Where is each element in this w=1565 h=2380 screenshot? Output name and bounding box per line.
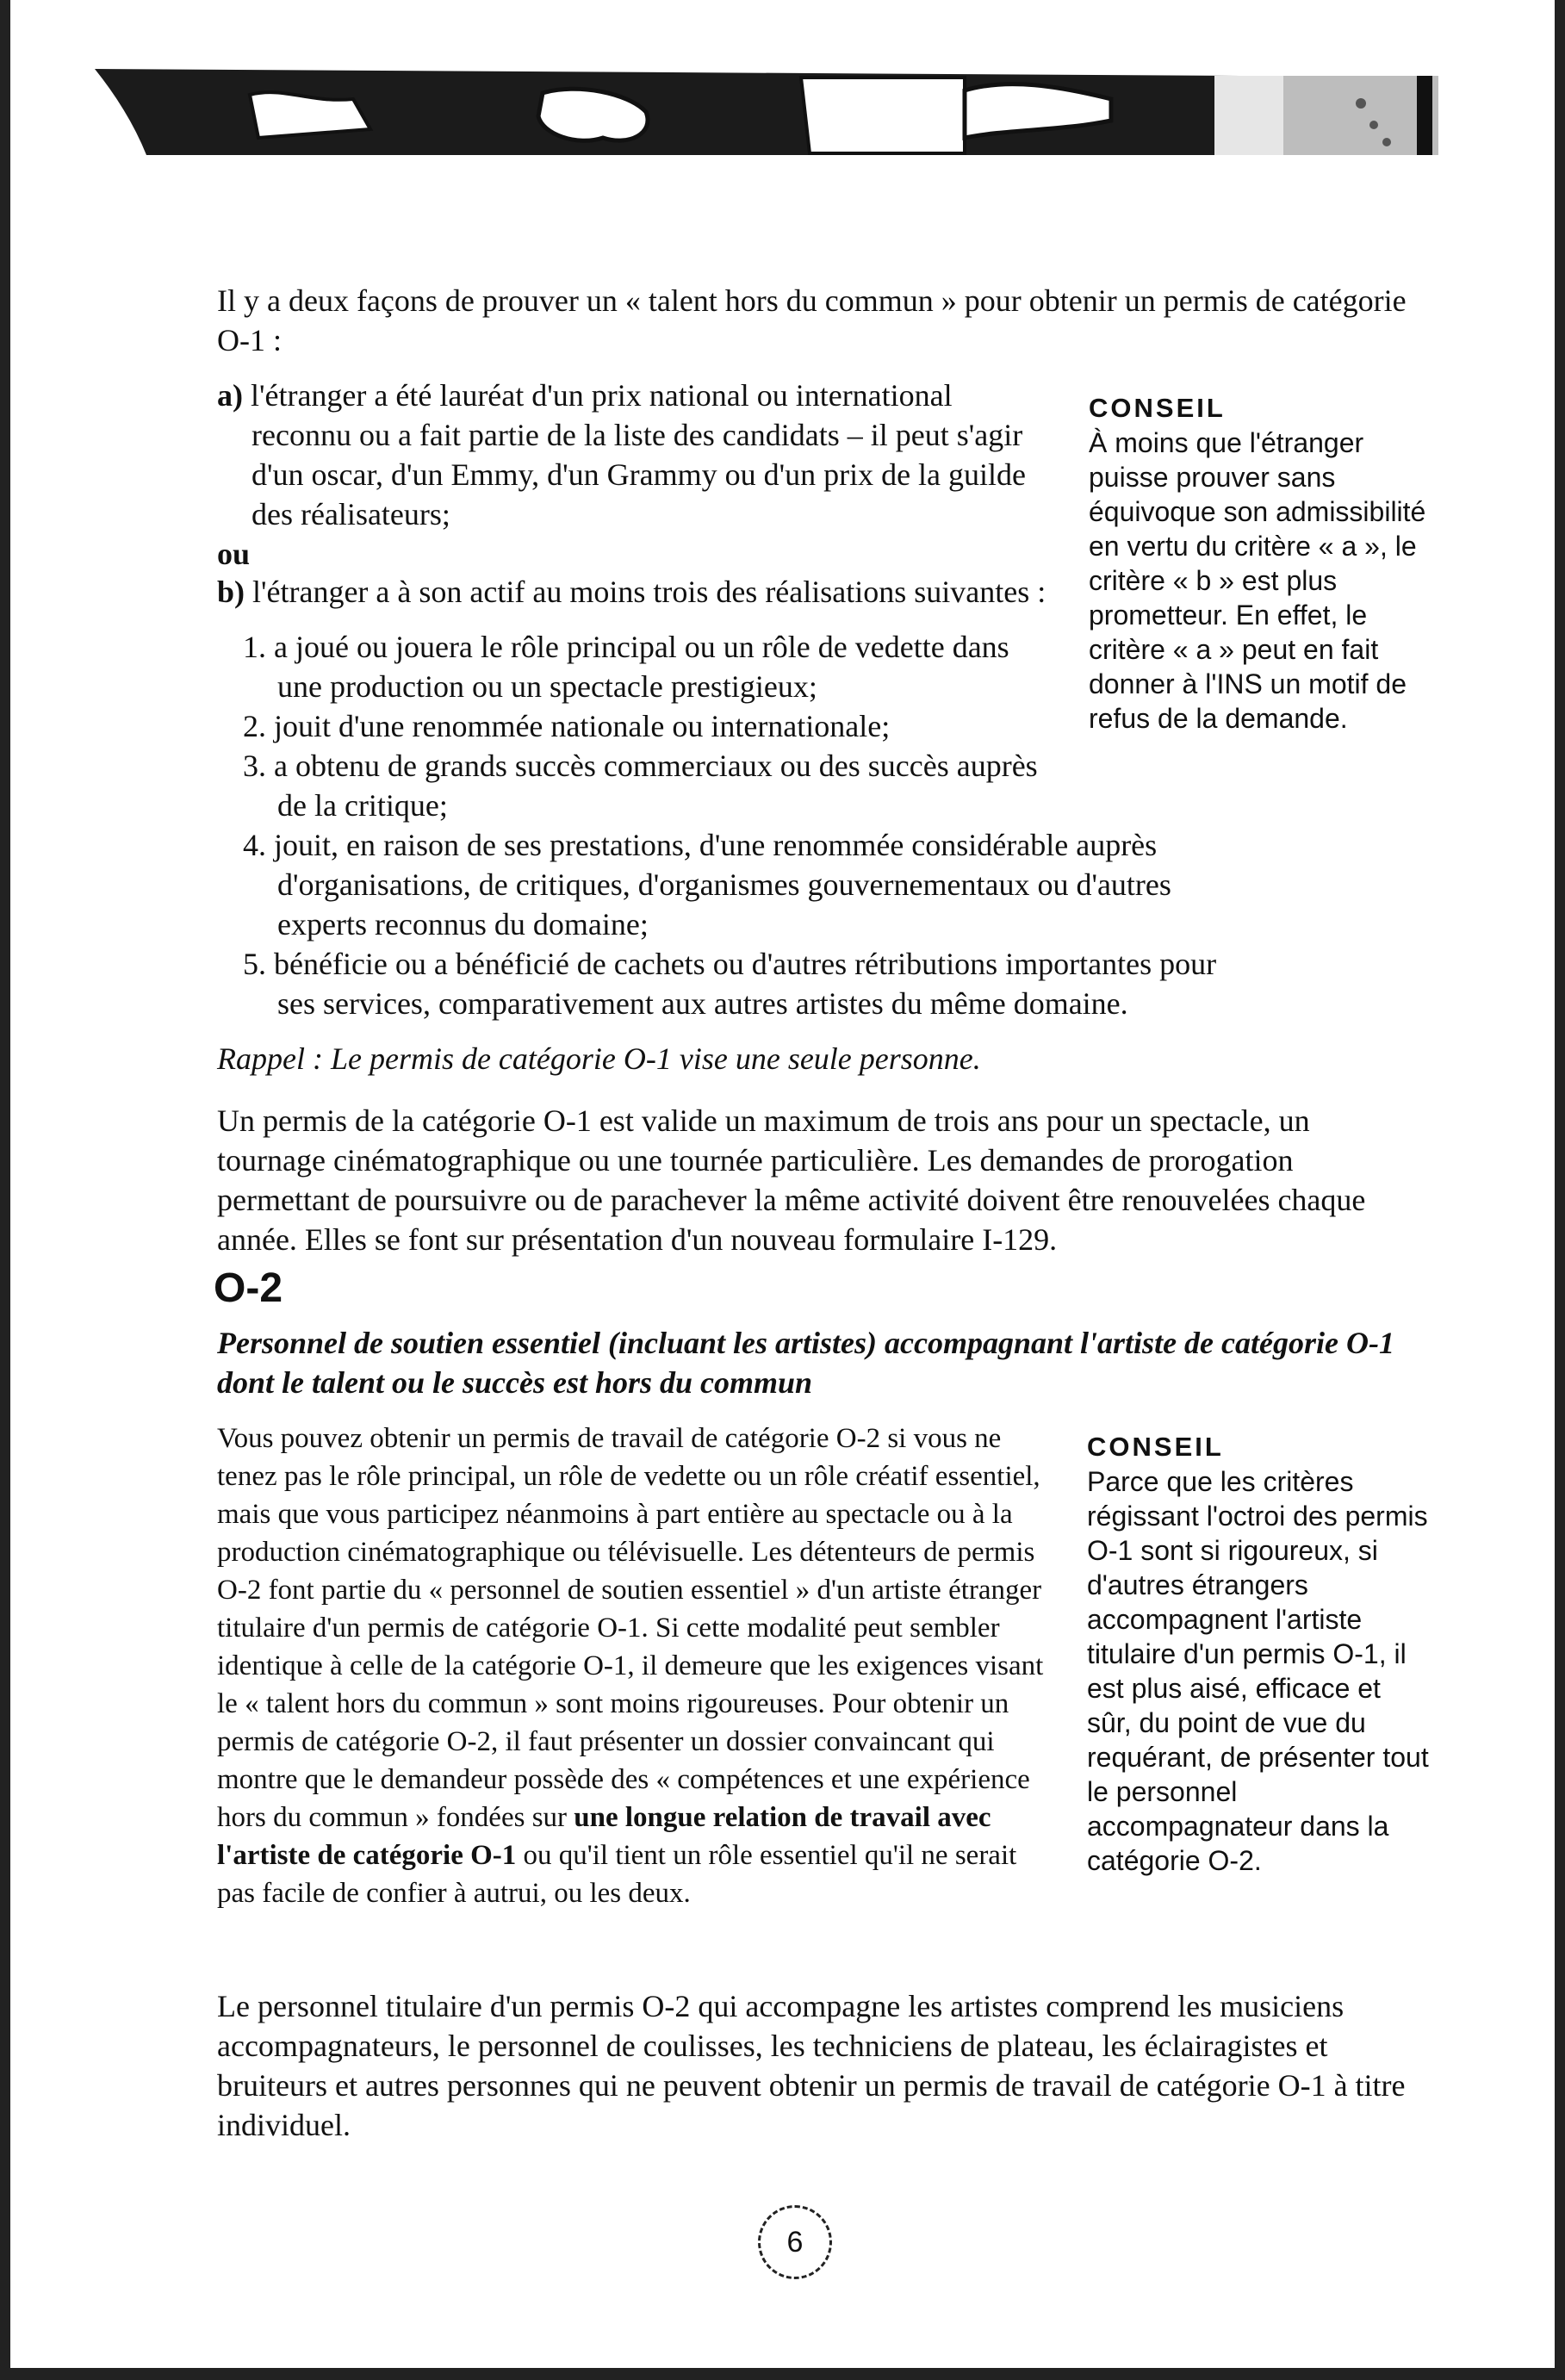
- o2-text-emphasis: une longue relation de travail avec l'artiste de catégorie O-1: [217, 1802, 991, 1871]
- tip-box-2: [1087, 1430, 1431, 1878]
- criteria-number: 2.: [243, 709, 266, 743]
- criteria-item: [243, 944, 1233, 1023]
- criteria-item: [243, 746, 1053, 825]
- criteria-text: jouit, en raison de ses prestations, d'une renommée considérable auprès d'organisations, de critiques, d'organismes gouvernementaux ou d'autres experts reconnus du domaine;: [274, 828, 1171, 941]
- criteria-text: bénéficie ou a bénéficié de cachets ou d'autres rétributions importantes pour ses services, comparativement aux autres artistes du même domaine.: [274, 947, 1217, 1021]
- tip-body: Parce que les critères régissant l'octroi des permis O-1 sont si rigoureux, si d'autres étrangers accompagnent l'artiste titulaire d'un permis O-1, il est plus aisé, efficace et sûr, du point de vue du requérant, de présenter tout le personnel accompagnateur dans la catégorie O-2.: [1087, 1466, 1429, 1876]
- section-heading-o2: O-2: [214, 1265, 283, 1311]
- criteria-item: [243, 825, 1208, 944]
- decorative-header-banner: [95, 52, 1438, 181]
- criteria-item: [243, 627, 1053, 706]
- section-subtitle-o2: Personnel de soutien essentiel (incluant les artistes) accompagnant l'artiste de catégorie O-1 dont le talent ou le succès est hors du commun: [217, 1326, 1394, 1400]
- o1-validity-paragraph: Un permis de la catégorie O-1 est valide un maximum de trois ans pour un spectacle, un tournage cinématographique ou une tournée particulière. Les demandes de prorogation permettant de poursuivre ou de parachever la même activité doivent être renouvelées chaque année. Elles se font sur présentation d'un nouveau formulaire I-129.: [217, 1103, 1366, 1257]
- option-a-text: l'étranger a été lauréat d'un prix national ou international reconnu ou a fait partie de la liste des candidats – il peut s'agir d'un oscar, d'un Emmy, d'un Grammy ou d'un prix de la guilde des réalisateurs;: [251, 378, 1027, 531]
- o2-description-paragraph: [217, 1420, 1061, 1912]
- criteria-item: [243, 706, 1053, 746]
- criteria-text: a joué ou jouera le rôle principal ou un rôle de vedette dans une production ou un spectacle prestigieux;: [274, 630, 1009, 704]
- reminder-note: Rappel : Le permis de catégorie O-1 vise une seule personne.: [217, 1041, 981, 1076]
- option-a: [217, 376, 1044, 534]
- tip-heading: CONSEIL: [1089, 393, 1226, 423]
- criteria-number: 3.: [243, 749, 266, 783]
- tip-body: À moins que l'étranger puisse prouver sans équivoque son admissibilité en vertu du critère « a », le critère « b » est plus prometteur. En effet, le critère « a » peut en fait donner à l'INS un motif de refus de la demande.: [1089, 427, 1426, 734]
- intro-paragraph: Il y a deux façons de prouver un « talent hors du commun » pour obtenir un permis de catégorie O-1 :: [217, 283, 1407, 357]
- o2-text-part1: Vous pouvez obtenir un permis de travail de catégorie O-2 si vous ne tenez pas le rôle principal, un rôle de vedette ou un rôle créatif essentiel, mais que vous participez néanmoins à part entière au spectacle ou à la production cinématographique ou télévisuelle. Les détenteurs de permis O-2 font partie du « personnel de soutien essentiel » d'un artiste étranger titulaire d'un permis de catégorie O-1. Si cette modalité peut sembler identique à celle de la catégorie O-1, il demeure que les exigences visant le « talent hors du commun » sont moins rigoureuses. Pour obtenir un permis de catégorie O-2, il faut présenter un dossier convaincant qui montre que le demandeur possède des « compétences et une expérience hors du commun » fondées sur: [217, 1423, 1044, 1833]
- option-b-marker: b): [217, 575, 245, 609]
- criteria-number: 1.: [243, 630, 266, 664]
- option-b: [217, 572, 1087, 612]
- tip-box-1: [1089, 391, 1433, 736]
- or-separator: ou: [217, 537, 251, 571]
- criteria-text: a obtenu de grands succès commerciaux ou des succès auprès de la critique;: [274, 749, 1038, 823]
- criteria-number: 4.: [243, 828, 266, 862]
- o2-text-part2: ou qu'il tient un rôle essentiel qu'il ne serait pas facile de confier à autrui, ou les deux.: [217, 1840, 1017, 1909]
- option-a-marker: a): [217, 378, 243, 413]
- o2-personnel-paragraph: Le personnel titulaire d'un permis O-2 qui accompagne les artistes comprend les musiciens accompagnateurs, le personnel de coulisses, les techniciens de plateau, les éclairagistes et bruiteurs et autres personnes qui ne peuvent obtenir un permis de travail de catégorie O-1 à titre individuel.: [217, 1989, 1406, 2142]
- page-number: 6: [758, 2205, 832, 2279]
- criteria-number: 5.: [243, 947, 266, 981]
- option-b-text: l'étranger a à son actif au moins trois des réalisations suivantes :: [252, 575, 1046, 609]
- criteria-text: jouit d'une renommée nationale ou internationale;: [274, 709, 891, 743]
- tip-heading: CONSEIL: [1087, 1432, 1224, 1462]
